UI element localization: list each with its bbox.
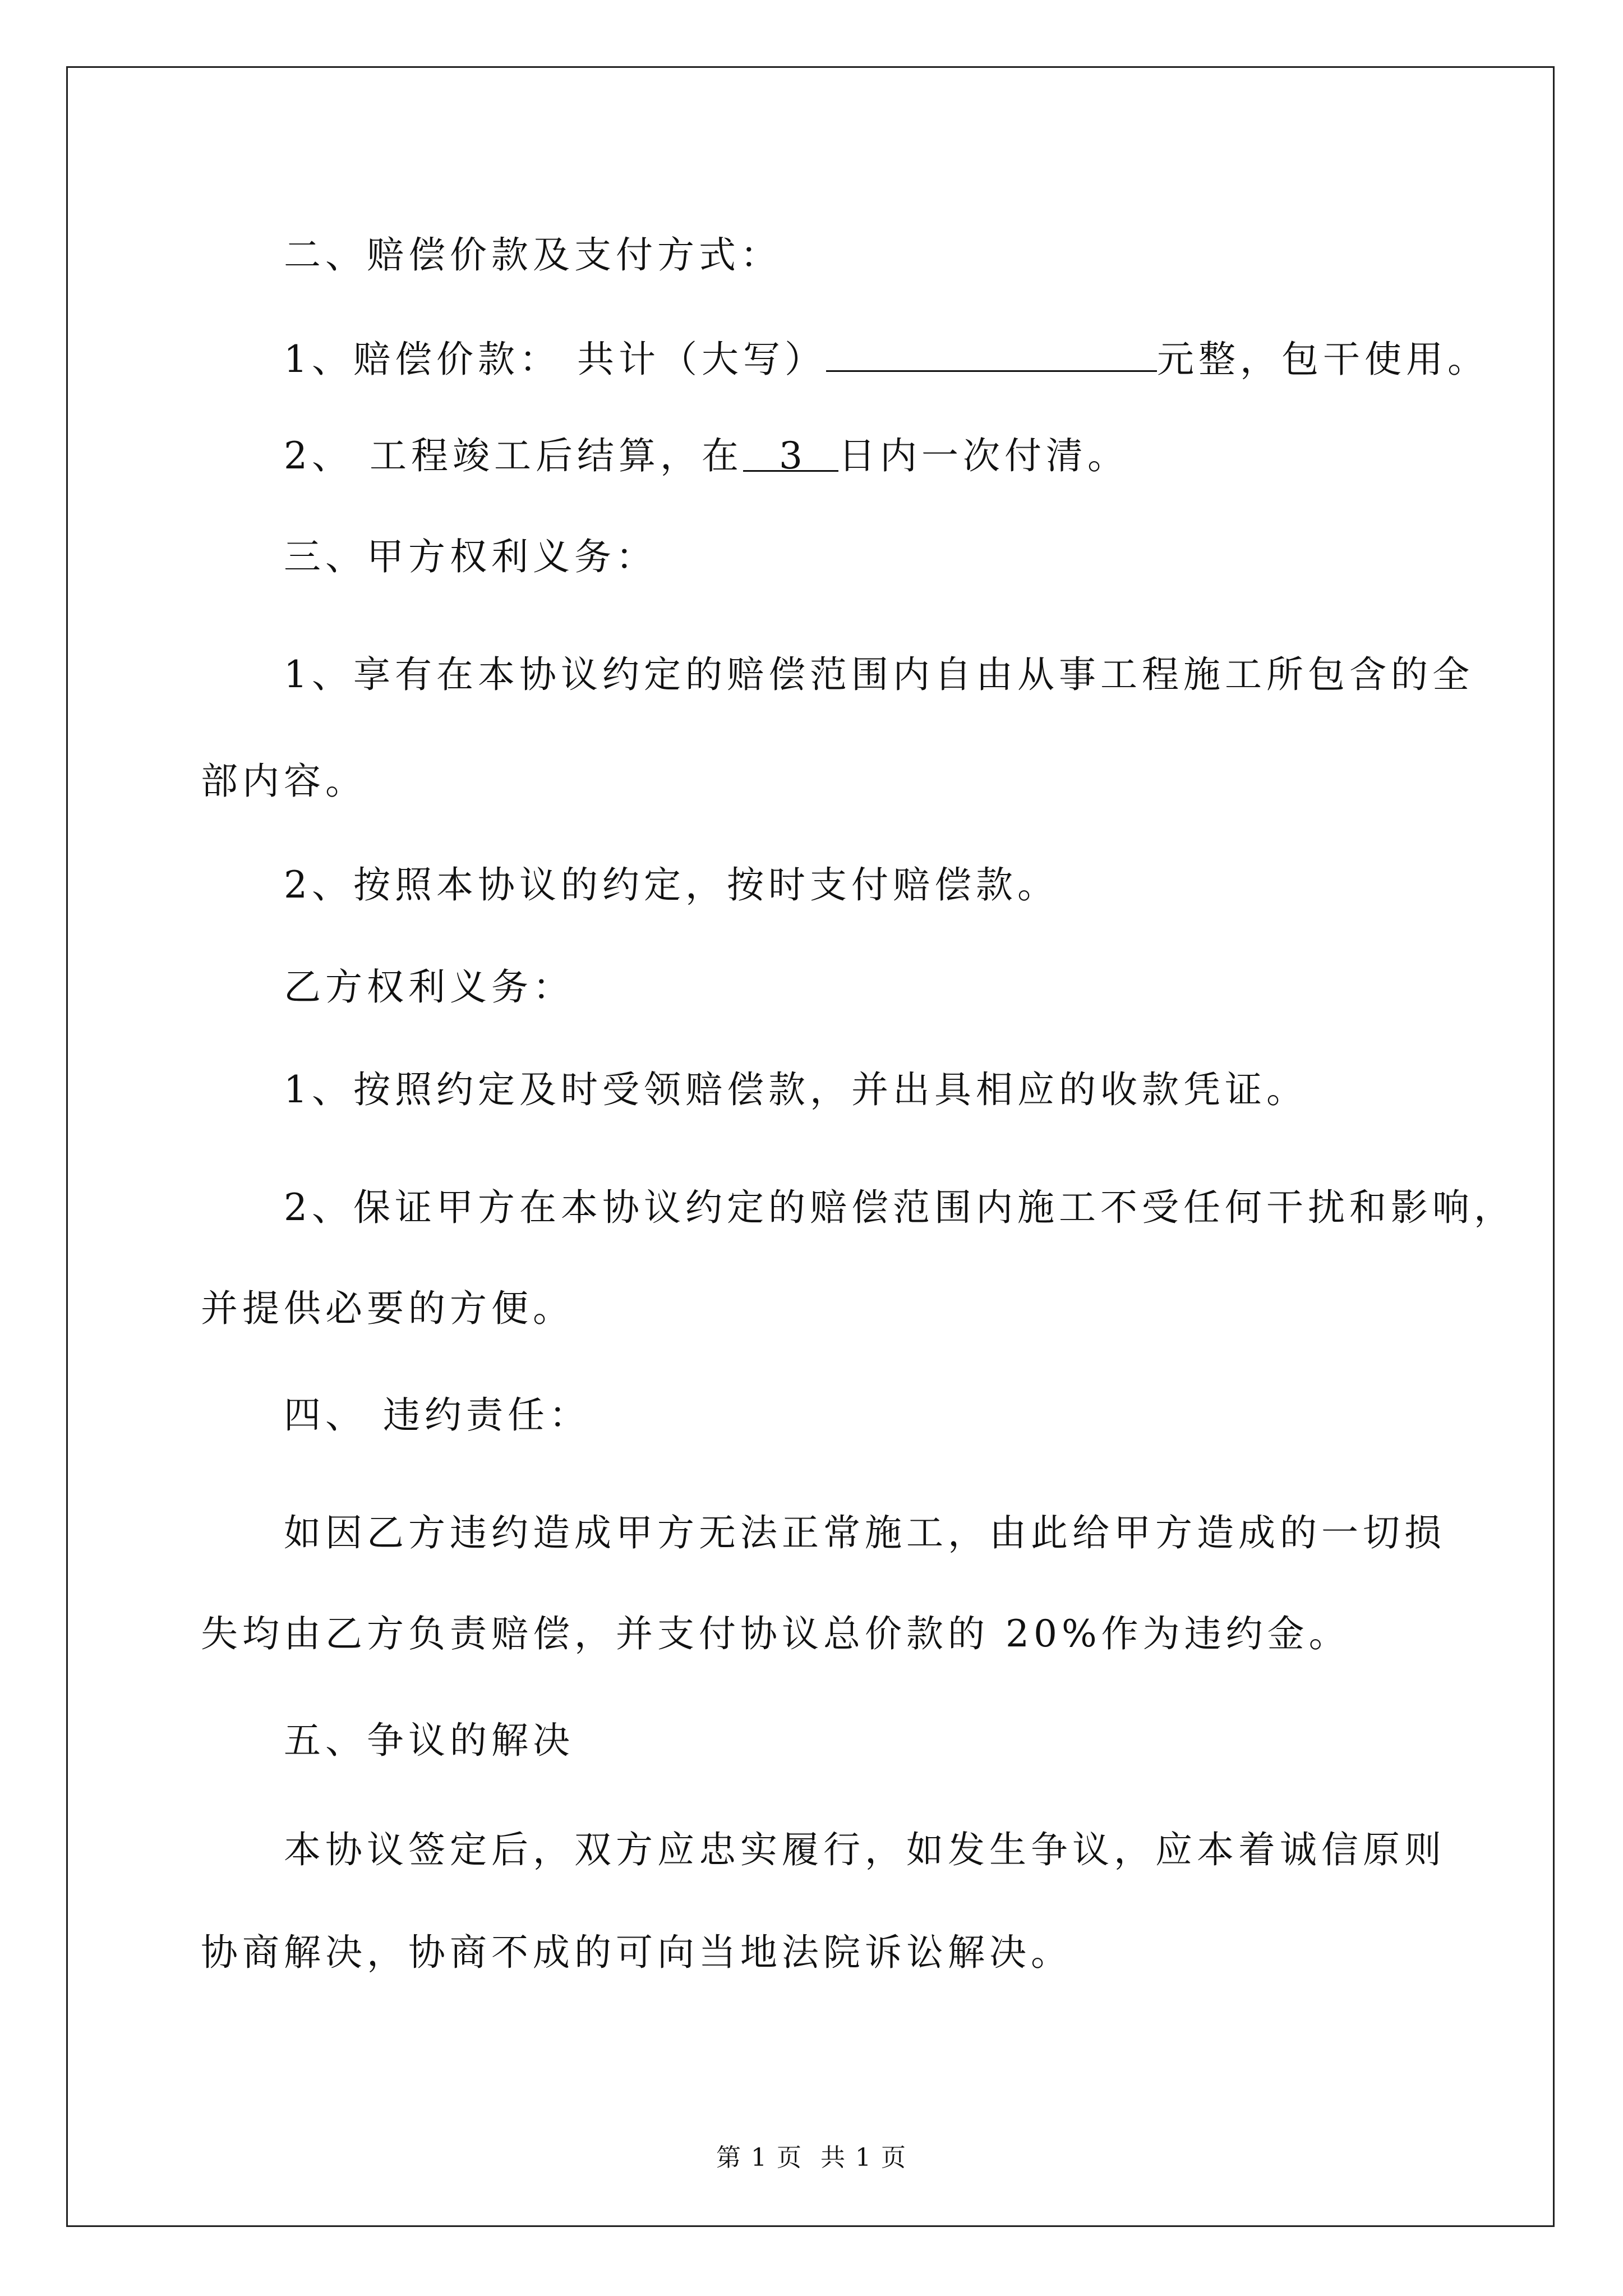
days-blank-field: 3: [743, 438, 838, 472]
breach-clause-line-2: 失均由乙方负责赔偿，并支付协议总价款的 20%作为违约金。: [201, 1612, 1350, 1655]
dispute-clause-line-1: 本协议签定后，双方应忠实履行，如发生争议，应本着诚信原则: [284, 1828, 1446, 1871]
section-heading-breach: 四、 违约责任：: [284, 1393, 591, 1437]
party-a-clause-1-line-1: 1、享有在本协议约定的赔偿范围内自由从事工程施工所包含的全: [284, 653, 1474, 696]
settlement-suffix: 日内一次付清。: [838, 434, 1129, 477]
section-heading-payment: 二、赔偿价款及支付方式：: [284, 233, 782, 277]
page-number-total: 共 1 页: [820, 2143, 907, 2172]
section-heading-dispute: 五、争议的解决: [284, 1719, 574, 1762]
section-heading-party-b: 乙方权利义务：: [284, 965, 574, 1009]
payment-amount-line: [284, 338, 1489, 381]
payment-amount-label: 1、赔偿价款： 共计（大写）: [284, 338, 826, 381]
settlement-label: 2、 工程竣工后结算，在: [284, 434, 743, 477]
party-b-clause-2-line-1: 2、保证甲方在本协议约定的赔偿范围内施工不受任何干扰和影响，: [284, 1186, 1515, 1229]
party-b-clause-2-line-2: 并提供必要的方便。: [201, 1287, 574, 1330]
page-border: [66, 66, 1555, 2227]
breach-clause-line-1: 如因乙方违约造成甲方无法正常施工，由此给甲方造成的一切损: [284, 1511, 1446, 1554]
settlement-line: [284, 434, 1129, 477]
page-footer: [0, 2143, 1623, 2172]
party-a-clause-2: 2、按照本协议的约定，按时支付赔偿款。: [284, 863, 1059, 907]
payment-amount-suffix: 元整，包干使用。: [1156, 338, 1489, 381]
dispute-clause-line-2: 协商解决，协商不成的可向当地法院诉讼解决。: [201, 1931, 1072, 1974]
section-heading-party-a: 三、甲方权利义务：: [284, 535, 657, 578]
amount-blank-field: [826, 338, 1157, 372]
page-number-current: 第 1 页: [716, 2143, 803, 2172]
party-b-clause-1: 1、按照约定及时受领赔偿款，并出具相应的收款凭证。: [284, 1068, 1308, 1111]
party-a-clause-1-line-2: 部内容。: [201, 760, 367, 803]
